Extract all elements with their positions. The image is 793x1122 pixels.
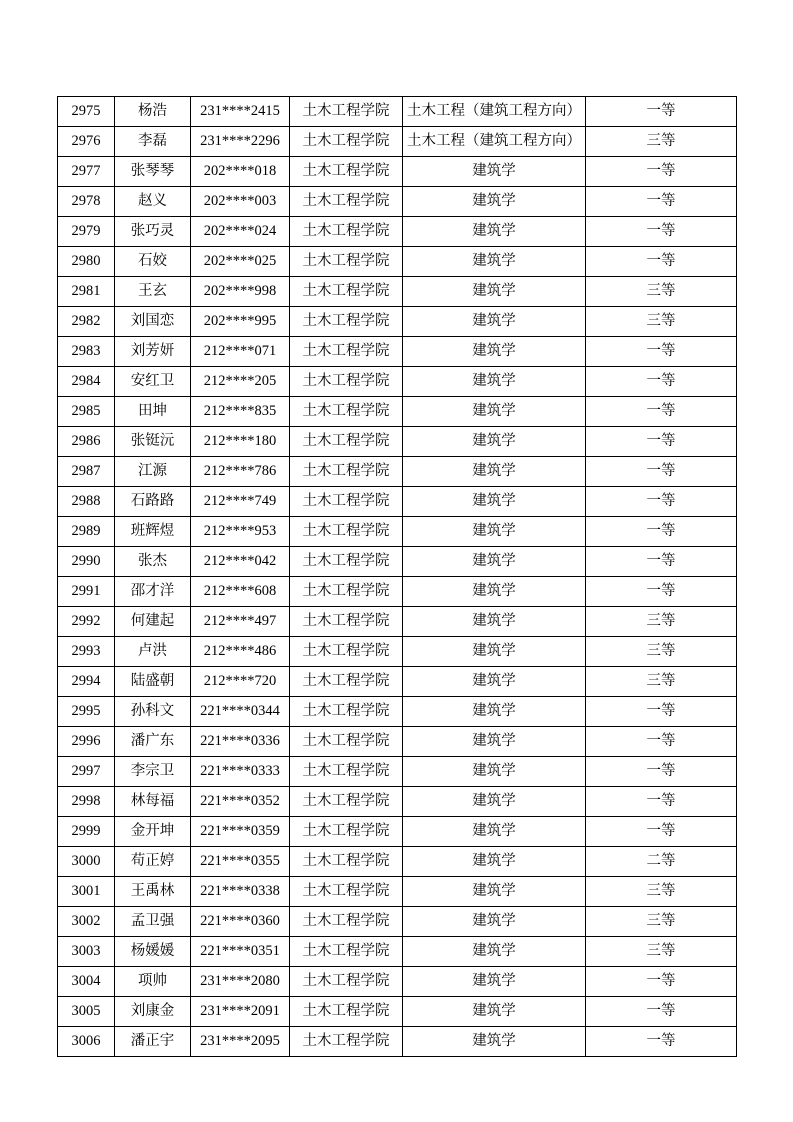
cell-major: 建筑学 — [403, 367, 586, 397]
cell-level: 一等 — [586, 517, 737, 547]
cell-level: 三等 — [586, 607, 737, 637]
cell-seq: 2979 — [58, 217, 115, 247]
cell-student-id: 231****2095 — [191, 1027, 290, 1057]
cell-major: 建筑学 — [403, 997, 586, 1027]
cell-college: 土木工程学院 — [290, 457, 403, 487]
cell-major: 建筑学 — [403, 487, 586, 517]
cell-level: 一等 — [586, 967, 737, 997]
cell-college: 土木工程学院 — [290, 427, 403, 457]
cell-major: 建筑学 — [403, 247, 586, 277]
cell-seq: 2977 — [58, 157, 115, 187]
cell-student-id: 221****0359 — [191, 817, 290, 847]
cell-college: 土木工程学院 — [290, 367, 403, 397]
cell-student-id: 231****2080 — [191, 967, 290, 997]
cell-college: 土木工程学院 — [290, 307, 403, 337]
cell-seq: 2998 — [58, 787, 115, 817]
cell-name: 刘芳妍 — [115, 337, 191, 367]
cell-level: 一等 — [586, 157, 737, 187]
table-row — [58, 337, 737, 367]
cell-level: 二等 — [586, 847, 737, 877]
cell-seq: 2976 — [58, 127, 115, 157]
cell-student-id: 221****0360 — [191, 907, 290, 937]
cell-seq: 2982 — [58, 307, 115, 337]
cell-seq: 3000 — [58, 847, 115, 877]
cell-student-id: 221****0351 — [191, 937, 290, 967]
cell-seq: 2988 — [58, 487, 115, 517]
cell-major: 建筑学 — [403, 967, 586, 997]
cell-seq: 3001 — [58, 877, 115, 907]
cell-level: 三等 — [586, 937, 737, 967]
cell-student-id: 212****180 — [191, 427, 290, 457]
cell-name: 潘正宇 — [115, 1027, 191, 1057]
cell-major: 建筑学 — [403, 157, 586, 187]
cell-college: 土木工程学院 — [290, 967, 403, 997]
cell-seq: 2984 — [58, 367, 115, 397]
cell-name: 潘广东 — [115, 727, 191, 757]
cell-student-id: 202****025 — [191, 247, 290, 277]
cell-level: 一等 — [586, 787, 737, 817]
cell-name: 卢洪 — [115, 637, 191, 667]
cell-college: 土木工程学院 — [290, 997, 403, 1027]
table-row — [58, 277, 737, 307]
cell-college: 土木工程学院 — [290, 247, 403, 277]
cell-student-id: 212****608 — [191, 577, 290, 607]
cell-student-id: 212****749 — [191, 487, 290, 517]
cell-name: 苟正婷 — [115, 847, 191, 877]
cell-seq: 2995 — [58, 697, 115, 727]
table-row — [58, 997, 737, 1027]
cell-college: 土木工程学院 — [290, 187, 403, 217]
cell-seq: 2981 — [58, 277, 115, 307]
cell-name: 王禹林 — [115, 877, 191, 907]
table-body — [58, 97, 737, 1057]
table-row — [58, 727, 737, 757]
cell-name: 金开坤 — [115, 817, 191, 847]
cell-level: 一等 — [586, 817, 737, 847]
cell-level: 一等 — [586, 577, 737, 607]
table-row — [58, 787, 737, 817]
cell-student-id: 202****003 — [191, 187, 290, 217]
cell-major: 建筑学 — [403, 187, 586, 217]
cell-seq: 2985 — [58, 397, 115, 427]
cell-student-id: 212****486 — [191, 637, 290, 667]
cell-college: 土木工程学院 — [290, 787, 403, 817]
cell-level: 一等 — [586, 997, 737, 1027]
cell-college: 土木工程学院 — [290, 397, 403, 427]
cell-seq: 2983 — [58, 337, 115, 367]
cell-name: 邵才洋 — [115, 577, 191, 607]
cell-seq: 2993 — [58, 637, 115, 667]
cell-college: 土木工程学院 — [290, 937, 403, 967]
student-roster-table — [57, 96, 737, 1057]
cell-name: 孙科文 — [115, 697, 191, 727]
cell-seq: 2978 — [58, 187, 115, 217]
cell-seq: 2996 — [58, 727, 115, 757]
cell-level: 三等 — [586, 277, 737, 307]
table-row — [58, 187, 737, 217]
cell-college: 土木工程学院 — [290, 577, 403, 607]
table-row — [58, 757, 737, 787]
cell-level: 一等 — [586, 367, 737, 397]
cell-level: 一等 — [586, 97, 737, 127]
table-row — [58, 517, 737, 547]
cell-major: 建筑学 — [403, 667, 586, 697]
cell-student-id: 202****995 — [191, 307, 290, 337]
table-row — [58, 1027, 737, 1057]
cell-major: 建筑学 — [403, 757, 586, 787]
table-row — [58, 157, 737, 187]
table-row — [58, 217, 737, 247]
table-row — [58, 907, 737, 937]
cell-seq: 3006 — [58, 1027, 115, 1057]
cell-student-id: 231****2415 — [191, 97, 290, 127]
cell-level: 三等 — [586, 127, 737, 157]
cell-seq: 3002 — [58, 907, 115, 937]
cell-major: 建筑学 — [403, 397, 586, 427]
cell-student-id: 221****0344 — [191, 697, 290, 727]
cell-level: 一等 — [586, 217, 737, 247]
cell-name: 安红卫 — [115, 367, 191, 397]
cell-seq: 3003 — [58, 937, 115, 967]
cell-level: 三等 — [586, 667, 737, 697]
cell-college: 土木工程学院 — [290, 157, 403, 187]
cell-name: 何建起 — [115, 607, 191, 637]
cell-student-id: 212****835 — [191, 397, 290, 427]
cell-major: 土木工程（建筑工程方向） — [403, 127, 586, 157]
table-row — [58, 697, 737, 727]
cell-student-id: 212****786 — [191, 457, 290, 487]
table-row — [58, 967, 737, 997]
cell-level: 三等 — [586, 907, 737, 937]
cell-seq: 2992 — [58, 607, 115, 637]
cell-college: 土木工程学院 — [290, 727, 403, 757]
cell-name: 王玄 — [115, 277, 191, 307]
table-row — [58, 637, 737, 667]
cell-student-id: 221****0333 — [191, 757, 290, 787]
cell-level: 一等 — [586, 1027, 737, 1057]
cell-seq: 2980 — [58, 247, 115, 277]
cell-level: 一等 — [586, 247, 737, 277]
cell-major: 建筑学 — [403, 787, 586, 817]
cell-seq: 2986 — [58, 427, 115, 457]
cell-level: 一等 — [586, 397, 737, 427]
cell-level: 三等 — [586, 877, 737, 907]
cell-name: 刘康金 — [115, 997, 191, 1027]
cell-major: 建筑学 — [403, 337, 586, 367]
table-row — [58, 367, 737, 397]
cell-college: 土木工程学院 — [290, 847, 403, 877]
cell-seq: 2997 — [58, 757, 115, 787]
cell-major: 建筑学 — [403, 697, 586, 727]
cell-college: 土木工程学院 — [290, 907, 403, 937]
cell-college: 土木工程学院 — [290, 517, 403, 547]
cell-college: 土木工程学院 — [290, 487, 403, 517]
cell-student-id: 221****0336 — [191, 727, 290, 757]
cell-student-id: 221****0338 — [191, 877, 290, 907]
cell-major: 建筑学 — [403, 907, 586, 937]
cell-college: 土木工程学院 — [290, 607, 403, 637]
cell-level: 一等 — [586, 457, 737, 487]
cell-name: 张杰 — [115, 547, 191, 577]
cell-student-id: 212****205 — [191, 367, 290, 397]
table-row — [58, 127, 737, 157]
cell-student-id: 212****720 — [191, 667, 290, 697]
cell-name: 班辉煜 — [115, 517, 191, 547]
cell-name: 孟卫强 — [115, 907, 191, 937]
table-row — [58, 457, 737, 487]
cell-name: 石路路 — [115, 487, 191, 517]
cell-major: 建筑学 — [403, 427, 586, 457]
cell-seq: 2991 — [58, 577, 115, 607]
cell-student-id: 212****497 — [191, 607, 290, 637]
cell-major: 建筑学 — [403, 637, 586, 667]
cell-name: 李磊 — [115, 127, 191, 157]
cell-level: 一等 — [586, 727, 737, 757]
cell-name: 赵义 — [115, 187, 191, 217]
cell-name: 刘国恋 — [115, 307, 191, 337]
cell-student-id: 221****0355 — [191, 847, 290, 877]
cell-name: 杨浩 — [115, 97, 191, 127]
cell-major: 建筑学 — [403, 607, 586, 637]
cell-college: 土木工程学院 — [290, 127, 403, 157]
cell-major: 建筑学 — [403, 577, 586, 607]
cell-name: 石姣 — [115, 247, 191, 277]
cell-level: 三等 — [586, 637, 737, 667]
cell-name: 张巧灵 — [115, 217, 191, 247]
cell-seq: 3005 — [58, 997, 115, 1027]
cell-major: 建筑学 — [403, 457, 586, 487]
cell-name: 项帅 — [115, 967, 191, 997]
cell-student-id: 212****042 — [191, 547, 290, 577]
table-row — [58, 877, 737, 907]
cell-major: 土木工程（建筑工程方向） — [403, 97, 586, 127]
cell-student-id: 202****024 — [191, 217, 290, 247]
cell-level: 三等 — [586, 307, 737, 337]
cell-seq: 2987 — [58, 457, 115, 487]
cell-college: 土木工程学院 — [290, 667, 403, 697]
cell-college: 土木工程学院 — [290, 757, 403, 787]
cell-major: 建筑学 — [403, 727, 586, 757]
cell-name: 陆盛朝 — [115, 667, 191, 697]
table-row — [58, 577, 737, 607]
cell-student-id: 212****953 — [191, 517, 290, 547]
cell-major: 建筑学 — [403, 817, 586, 847]
cell-major: 建筑学 — [403, 307, 586, 337]
cell-major: 建筑学 — [403, 217, 586, 247]
cell-name: 林每福 — [115, 787, 191, 817]
cell-level: 一等 — [586, 547, 737, 577]
cell-college: 土木工程学院 — [290, 97, 403, 127]
cell-student-id: 202****018 — [191, 157, 290, 187]
cell-seq: 2999 — [58, 817, 115, 847]
cell-name: 张琴琴 — [115, 157, 191, 187]
cell-student-id: 231****2296 — [191, 127, 290, 157]
cell-college: 土木工程学院 — [290, 877, 403, 907]
table-row — [58, 247, 737, 277]
cell-major: 建筑学 — [403, 547, 586, 577]
table-row — [58, 487, 737, 517]
cell-major: 建筑学 — [403, 517, 586, 547]
cell-name: 李宗卫 — [115, 757, 191, 787]
table-row — [58, 667, 737, 697]
cell-level: 一等 — [586, 337, 737, 367]
cell-major: 建筑学 — [403, 277, 586, 307]
cell-college: 土木工程学院 — [290, 817, 403, 847]
cell-level: 一等 — [586, 757, 737, 787]
cell-college: 土木工程学院 — [290, 637, 403, 667]
cell-student-id: 202****998 — [191, 277, 290, 307]
cell-level: 一等 — [586, 697, 737, 727]
cell-seq: 2990 — [58, 547, 115, 577]
cell-name: 杨媛媛 — [115, 937, 191, 967]
table-row — [58, 817, 737, 847]
cell-level: 一等 — [586, 187, 737, 217]
cell-college: 土木工程学院 — [290, 277, 403, 307]
cell-seq: 2994 — [58, 667, 115, 697]
cell-seq: 2975 — [58, 97, 115, 127]
cell-college: 土木工程学院 — [290, 217, 403, 247]
cell-name: 江源 — [115, 457, 191, 487]
cell-seq: 3004 — [58, 967, 115, 997]
table-row — [58, 937, 737, 967]
cell-major: 建筑学 — [403, 1027, 586, 1057]
table-row — [58, 427, 737, 457]
cell-student-id: 221****0352 — [191, 787, 290, 817]
cell-major: 建筑学 — [403, 877, 586, 907]
cell-level: 一等 — [586, 487, 737, 517]
cell-college: 土木工程学院 — [290, 697, 403, 727]
table-row — [58, 97, 737, 127]
table-row — [58, 307, 737, 337]
cell-college: 土木工程学院 — [290, 1027, 403, 1057]
cell-name: 张铤沅 — [115, 427, 191, 457]
cell-name: 田坤 — [115, 397, 191, 427]
cell-college: 土木工程学院 — [290, 337, 403, 367]
cell-seq: 2989 — [58, 517, 115, 547]
table-row — [58, 397, 737, 427]
cell-student-id: 231****2091 — [191, 997, 290, 1027]
cell-major: 建筑学 — [403, 937, 586, 967]
table-row — [58, 847, 737, 877]
cell-college: 土木工程学院 — [290, 547, 403, 577]
table-row — [58, 547, 737, 577]
cell-student-id: 212****071 — [191, 337, 290, 367]
cell-major: 建筑学 — [403, 847, 586, 877]
table-row — [58, 607, 737, 637]
cell-level: 一等 — [586, 427, 737, 457]
